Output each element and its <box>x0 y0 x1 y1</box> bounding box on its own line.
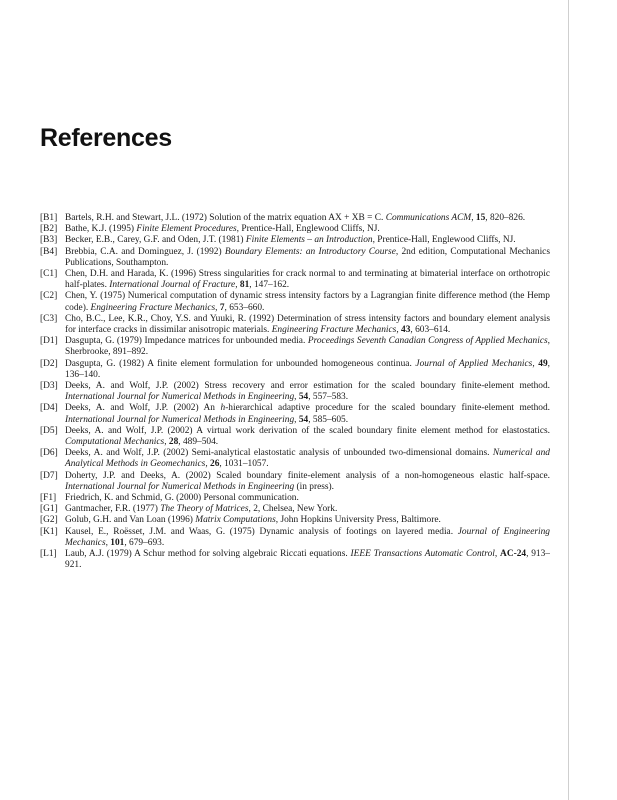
reference-text <box>65 527 550 548</box>
reference-segment: , 820–826. <box>485 213 526 223</box>
reference-italic-segment: International Journal for Numerical Methods in Engineering <box>65 414 295 425</box>
reference-text <box>65 224 380 234</box>
reference-segment: , 913–921. <box>65 549 550 571</box>
reference-segment: , <box>532 358 539 369</box>
reference-item <box>40 291 550 313</box>
reference-italic-segment: International Journal of Fracture <box>109 280 236 291</box>
reference-bold-segment: 49 <box>538 358 548 369</box>
reference-item <box>40 403 550 425</box>
reference-text <box>65 213 525 223</box>
reference-segment: , 679–693. <box>124 537 165 548</box>
reference-italic-segment: Numerical and Analytical Methods in Geomechanics <box>65 448 550 470</box>
reference-item <box>40 336 550 358</box>
reference-key: [D1] <box>40 336 58 347</box>
reference-text <box>65 235 516 245</box>
reference-item <box>40 247 550 269</box>
reference-segment: , <box>215 302 220 313</box>
reference-italic-segment: Communications ACM <box>385 213 472 223</box>
reference-italic-segment: Journal of Applied Mechanics <box>415 358 533 369</box>
reference-segment: , 2nd edition, Computational Mechanics Publications, Southampton. <box>65 246 550 268</box>
reference-text <box>65 291 550 312</box>
reference-item <box>40 448 550 470</box>
reference-text <box>65 381 550 402</box>
reference-text <box>65 336 550 357</box>
reference-text <box>65 359 550 380</box>
reference-segment: , <box>494 549 501 560</box>
reference-text <box>65 269 550 290</box>
reference-segment: , 2, Chelsea, New York. <box>248 504 338 515</box>
reference-italic-segment: Boundary Elements: an Introductory Course <box>224 246 396 257</box>
reference-key: [B3] <box>40 235 58 246</box>
reference-segment: Doherty, J.P. and Deeks, A. (2002) Scaled boundary finite-element analysis of a non-homogeneous elastic half-space. <box>65 470 550 481</box>
reference-item <box>40 224 550 235</box>
reference-italic-segment: Finite Element Procedures <box>136 224 237 235</box>
reference-segment: , <box>164 437 169 448</box>
reference-italic-segment: Computational Mechanics <box>65 437 165 448</box>
reference-item <box>40 359 550 381</box>
page-title: References <box>40 124 172 152</box>
reference-segment: Deeks, A. and Wolf, J.P. (2002) Stress recovery and error estimation for the scaled boundary finite-element method. <box>65 381 550 392</box>
reference-segment: Cho, B.C., Lee, K.R., Choy, Y.S. and Yuuki, R. (1992) Determination of stress intensity factors and boundary element analysis for interface cracks in dissimilar anisotropic materials. <box>65 313 550 336</box>
reference-bold-segment: 43 <box>401 325 411 336</box>
reference-segment: Friedrich, K. and Schmid, G. (2000) Personal communication. <box>65 493 299 504</box>
reference-bold-segment: 54 <box>298 392 309 403</box>
reference-segment: , 136–140. <box>65 358 551 380</box>
reference-segment: , John Hopkins University Press, Baltimore. <box>275 515 441 526</box>
reference-key: [C1] <box>40 269 58 280</box>
reference-text <box>65 247 550 268</box>
reference-item <box>40 527 550 549</box>
reference-text <box>65 314 550 335</box>
reference-italic-segment: IEEE Transactions Automatic Control <box>350 549 495 560</box>
reference-segment: , <box>105 537 111 548</box>
reference-item <box>40 314 550 336</box>
reference-segment: Becker, E.B., Carey, G.F. and Oden, J.T. (1981) <box>65 235 246 246</box>
page-edge-divider <box>568 0 569 800</box>
reference-segment: , 653–660. <box>224 302 265 313</box>
reference-italic-segment: Matrix Computations <box>195 515 276 526</box>
reference-item <box>40 381 550 403</box>
reference-key: [D3] <box>40 381 58 392</box>
reference-segment: , 603–614. <box>410 325 451 336</box>
reference-item <box>40 504 550 515</box>
reference-segment: Deeks, A. and Wolf, J.P. (2002) Semi-analytical elastostatic analysis of unbounded two-dimensional domains. <box>65 448 493 459</box>
reference-segment: Dasgupta, G. (1979) Impedance matrices for unbounded media. <box>65 336 308 347</box>
reference-key: [B4] <box>40 246 58 257</box>
reference-key: [B1] <box>40 213 58 223</box>
reference-key: [K1] <box>40 526 58 537</box>
reference-segment: , Sherbrooke, 891–892. <box>65 336 550 358</box>
reference-bold-segment: 7 <box>219 302 225 313</box>
reference-italic-segment: Proceedings Seventh Canadian Congress of Applied Mechanics <box>307 336 548 347</box>
reference-segment: -hierarchical adaptive procedure for the scaled boundary finite-element method. <box>225 403 550 414</box>
reference-segment: , 557–583. <box>308 392 349 403</box>
reference-segment: , <box>294 392 299 403</box>
reference-key: [G2] <box>40 515 58 526</box>
reference-italic-segment: Engineering Fracture Mechanics <box>271 325 397 336</box>
reference-key: [G1] <box>40 504 58 515</box>
reference-bold-segment: 54 <box>298 414 309 425</box>
reference-segment: Chen, Y. (1975) Numerical computation of dynamic stress intensity factors by a Lagrangian finite difference method (the Hemp code). <box>65 291 550 313</box>
reference-segment: , <box>235 280 240 291</box>
reference-segment: Golub, G.H. and Van Loan (1996) <box>65 515 196 526</box>
reference-item <box>40 515 550 526</box>
reference-bold-segment: 28 <box>168 437 179 448</box>
reference-italic-segment: International Journal for Numerical Methods in Engineering <box>65 481 295 492</box>
reference-bold-segment: AC-24 <box>500 549 527 560</box>
reference-key: [D7] <box>40 470 58 481</box>
reference-segment: , 147–162. <box>249 280 290 291</box>
reference-item <box>40 426 550 448</box>
reference-key: [D4] <box>40 403 58 414</box>
reference-item <box>40 235 550 246</box>
reference-segment: Bathe, K.J. (1995) <box>65 224 137 235</box>
reference-key: [L1] <box>40 549 57 560</box>
reference-key: [F1] <box>40 493 57 504</box>
reference-segment: , <box>471 213 476 223</box>
reference-segment: Deeks, A. and Wolf, J.P. (2002) An <box>65 403 221 414</box>
reference-text <box>65 493 299 503</box>
reference-italic-segment: Finite Elements – an Introduction <box>245 235 373 246</box>
reference-text <box>65 403 550 424</box>
reference-key: [B2] <box>40 224 58 235</box>
reference-bold-segment: 15 <box>475 213 486 223</box>
reference-italic-segment: h <box>220 403 226 414</box>
reference-text <box>65 549 550 570</box>
reference-segment: Laub, A.J. (1979) A Schur method for solving algebraic Riccati equations. <box>65 549 351 560</box>
reference-segment: , 585–605. <box>308 414 349 425</box>
reference-segment: Gantmacher, F.R. (1977) <box>65 504 161 515</box>
reference-item <box>40 269 550 291</box>
reference-segment: (in press). <box>294 481 334 492</box>
reference-segment: , 489–504. <box>178 437 219 448</box>
reference-segment: , 1031–1057. <box>219 459 269 470</box>
reference-segment: , <box>294 414 299 425</box>
reference-segment: , <box>396 325 402 336</box>
reference-segment: Bartels, R.H. and Stewart, J.L. (1972) Solution of the matrix equation AX + XB = C. <box>65 213 386 223</box>
reference-bold-segment: 101 <box>110 537 125 548</box>
reference-segment: Deeks, A. and Wolf, J.P. (2002) A virtual work derivation of the scaled boundary finite element method for elastostatics. <box>65 425 550 436</box>
reference-key: [D2] <box>40 358 58 369</box>
reference-segment: Brebbia, C.A. and Dominguez, J. (1992) <box>65 246 225 257</box>
reference-item <box>40 213 550 224</box>
reference-item <box>40 471 550 493</box>
reference-segment: Kausel, E., Roësset, J.M. and Waas, G. (1975) Dynamic analysis of footings on layered media. <box>65 526 458 537</box>
reference-italic-segment: Engineering Fracture Mechanics <box>90 302 216 313</box>
reference-key: [D5] <box>40 425 58 436</box>
reference-text <box>65 471 550 492</box>
reference-item <box>40 549 550 571</box>
reference-segment: , Prentice-Hall, Englewood Cliffs, NJ. <box>372 235 516 246</box>
reference-italic-segment: Journal of Engineering Mechanics <box>65 526 550 548</box>
reference-list <box>40 213 550 572</box>
reference-text <box>65 448 550 469</box>
reference-segment: Chen, D.H. and Harada, K. (1996) Stress singularities for crack normal to and terminating at bimaterial interface on orthotropic half-plates. <box>65 269 550 291</box>
reference-segment: Dasgupta, G. (1982) A finite element formulation for unbounded homogeneous continua. <box>65 358 416 369</box>
reference-key: [C3] <box>40 313 58 324</box>
reference-text <box>65 515 441 525</box>
reference-key: [C2] <box>40 291 58 302</box>
reference-segment: , Prentice-Hall, Englewood Cliffs, NJ. <box>236 224 380 235</box>
reference-segment: , <box>205 459 211 470</box>
reference-item <box>40 493 550 504</box>
reference-key: [D6] <box>40 448 58 459</box>
reference-text <box>65 504 337 514</box>
reference-text <box>65 426 550 447</box>
reference-bold-segment: 81 <box>239 280 250 291</box>
reference-italic-segment: The Theory of Matrices <box>160 504 249 515</box>
reference-italic-segment: International Journal for Numerical Methods in Engineering <box>65 392 295 403</box>
reference-bold-segment: 26 <box>210 459 220 470</box>
